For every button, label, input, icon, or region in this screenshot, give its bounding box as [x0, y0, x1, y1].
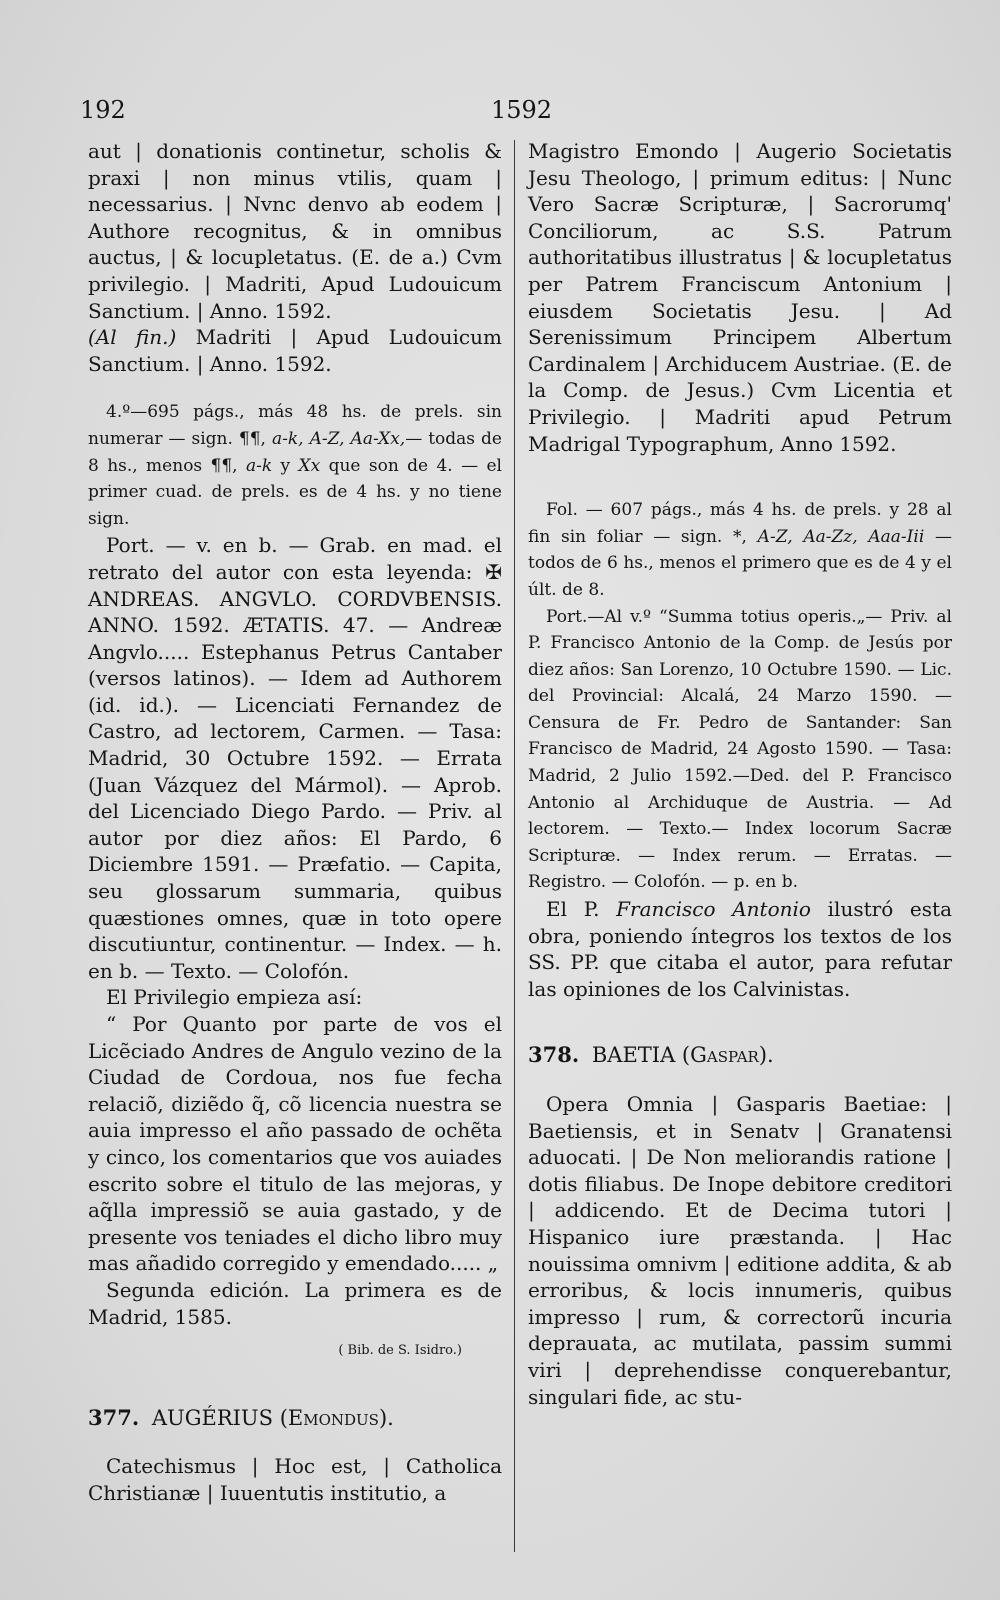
editorial-note-377: [528, 896, 952, 1002]
desc-signatures: Xx: [298, 455, 321, 476]
entry-author-given: Emondus: [287, 1405, 379, 1430]
note-name: Francisco Antonio: [616, 897, 811, 922]
desc-part: y: [272, 455, 299, 476]
edition-note: Segunda edición. La primera es de Madrid, 1585.: [88, 1277, 502, 1329]
title-continuation-377: Magistro Emondo | Augerio Societatis Jesu Theologo, | primum editus: | Nunc Vero Sacræ Scripturæ, | Sacrorumq' Conciliorum, ac S.S. Patrum authoritatibus illustratus | & locupletatus per Patrem Franciscum Antonium | eiusdem Societatis Jesu. | Ad Serenissimum Principem Albertum Cardinalem | Archiducem Austriae. (E. de la Comp. de Jesus.) Cvm Licentia et Privilegio. | Madriti apud Petrum Madrigal Typographum, Anno 1592.: [528, 139, 952, 456]
desc-signatures: A-Z, Aa-Zz, Aaa-Iii: [757, 526, 925, 547]
privilegio-intro: El Privilegio empieza así:: [106, 985, 363, 1010]
desc-part: Fol. — 607 págs., más 4 hs. de prels. y 28 al fin sin foliar — sign. *,: [528, 500, 952, 547]
colophon-prefix: (Al fin.): [88, 325, 177, 350]
desc-part: que son de 4. — el primer cuad. de prels. es de 4 hs. y no tiene sign.: [88, 455, 502, 529]
physical-description: [88, 399, 502, 532]
entry-number: 378.: [528, 1042, 580, 1068]
running-head-year: 1592: [491, 96, 553, 124]
column-divider: [514, 140, 515, 1552]
entry-title-377: Catechismus | Hoc est, | Catholica Christianæ | Iuuentutis institutio, a: [88, 1454, 502, 1505]
entry-author-surname: BAETIA: [591, 1043, 676, 1068]
note-part: El P.: [546, 897, 617, 922]
entry-heading-378: 378. BAETIA (Gaspar).: [528, 1042, 774, 1068]
library-source: ( Bib. de S. Isidro.): [338, 1343, 462, 1359]
page-number: 192: [80, 96, 126, 124]
desc-part: — todas de 8 hs., menos ¶¶,: [88, 428, 502, 476]
desc-part: 4.º—695 págs., más 48 hs. de prels. sin numerar — sign. ¶¶,: [88, 402, 502, 449]
entry-author-surname: AUGÉRIUS: [151, 1405, 274, 1430]
contents-description-377: Port.—Al v.º “Summa totius operis.„— Priv. al P. Francisco Antonio de la Comp. de Jesús por diez años: San Lorenzo, 10 Octubre 1590. — Lic. del Provincial: Alcalá, 24 Marzo 1590. — Censura de Fr. Pedro de Santander: San Francisco de Madrid, 24 Agosto 1590. — Tasa: Madrid, 2 Julio 1592.—Ded. del P. Francisco Antonio al Archiduque de Austria. — Ad lectorem. — Texto.— Index locorum Sacræ Scripturæ. — Index rerum. — Erratas. — Registro. — Colofón. — p. en b.: [528, 606, 952, 893]
note-part: ilustró esta obra, poniendo íntegros los textos de los SS. PP. que citaba el autor, para refutar las opiniones de los Calvinistas.: [528, 897, 952, 1001]
desc-part: — todos de 6 hs., menos el primero que es de 4 y el últ. de 8.: [528, 526, 952, 600]
entry-title-378: Opera Omnia | Gasparis Baetiae: | Baetiensis, et in Senatv | Granatensi aduocati. | De Non meliorandis ratione | dotis filiabus. De Inope debitore creditori | addicendo. Et de Decima tutori | Hispanico iure præstanda. | Hac nouissima omnivm | editione addita, & ab erroribus, & locis innumeris, quibus impresso | rum, & correctorũ incuria deprauata, ac mutilata, passim summi viri | deprehendisse conquerebantur, singulari fide, ac stu-: [528, 1092, 952, 1409]
privilegio-quote: “ Por Quanto por parte de vos el Licẽciado Andres de Angulo vezino de la Ciudad de Cordoua, nos fue fecha relaciõ, diziẽdo q̃, cõ licencia nuestra se auia impresso el año passado de ochẽta y cinco, los comentarios que vos auiades escrito sobre el titulo de las mejoras, y aq̃lla impressiõ se auia gastado, y de presente vos teniades el dicho libro muy mas añadido corregido y emendado..... „: [88, 1012, 502, 1276]
right-column: [528, 138, 952, 1410]
entry-author-given: Gaspar: [690, 1043, 759, 1068]
desc-signatures: a-k: [245, 455, 273, 476]
title-continuation: aut | donationis continetur, scholis & praxi | non minus vtilis, quam | necessarius. | Nvnc denvo ab eodem | Authore recognitus, & in omnibus auctus, | & locupletatus. (E. de a.) Cvm privilegio. | Madriti, Apud Ludouicum Sanctium. | Anno. 1592.: [88, 139, 502, 323]
entry-heading-377: 377. AUGÉRIUS (Emondus).: [88, 1404, 394, 1430]
desc-signatures: a-k, A-Z, Aa-Xx,: [271, 428, 406, 449]
running-head: [80, 92, 960, 128]
left-column: [88, 138, 502, 1507]
contents-description: Port. — v. en b. — Grab. en mad. el retrato del autor con esta leyenda: ✠ ANDREAS. ANGVLO. CORDVBENSIS. ANNO. 1592. ÆTATIS. 47. — Andreæ Angvlo..... Estephanus Petrus Cantaber (versos latinos). — Idem ad Authorem (id. id.). — Licenciati Fernandez de Castro, ad lectorem, Carmen. — Tasa: Madrid, 30 Octubre 1592. — Errata (Juan Vázquez del Mármol). — Aprob. del Licenciado Diego Pardo. — Priv. al autor por diez años: El Pardo, 6 Diciembre 1591. — Præfatio. — Capita, seu glossarum summaria, quibus quæstiones omnes, quæ in toto opere discutiuntur, continentur. — Index. — h. en b. — Texto. — Colofón.: [88, 533, 502, 983]
physical-description-377: [528, 497, 952, 603]
entry-number: 377.: [88, 1404, 140, 1430]
colophon-text: Madriti | Apud Ludouicum Sanctium. | Anno. 1592.: [88, 325, 502, 376]
colophon-line: [88, 324, 502, 377]
